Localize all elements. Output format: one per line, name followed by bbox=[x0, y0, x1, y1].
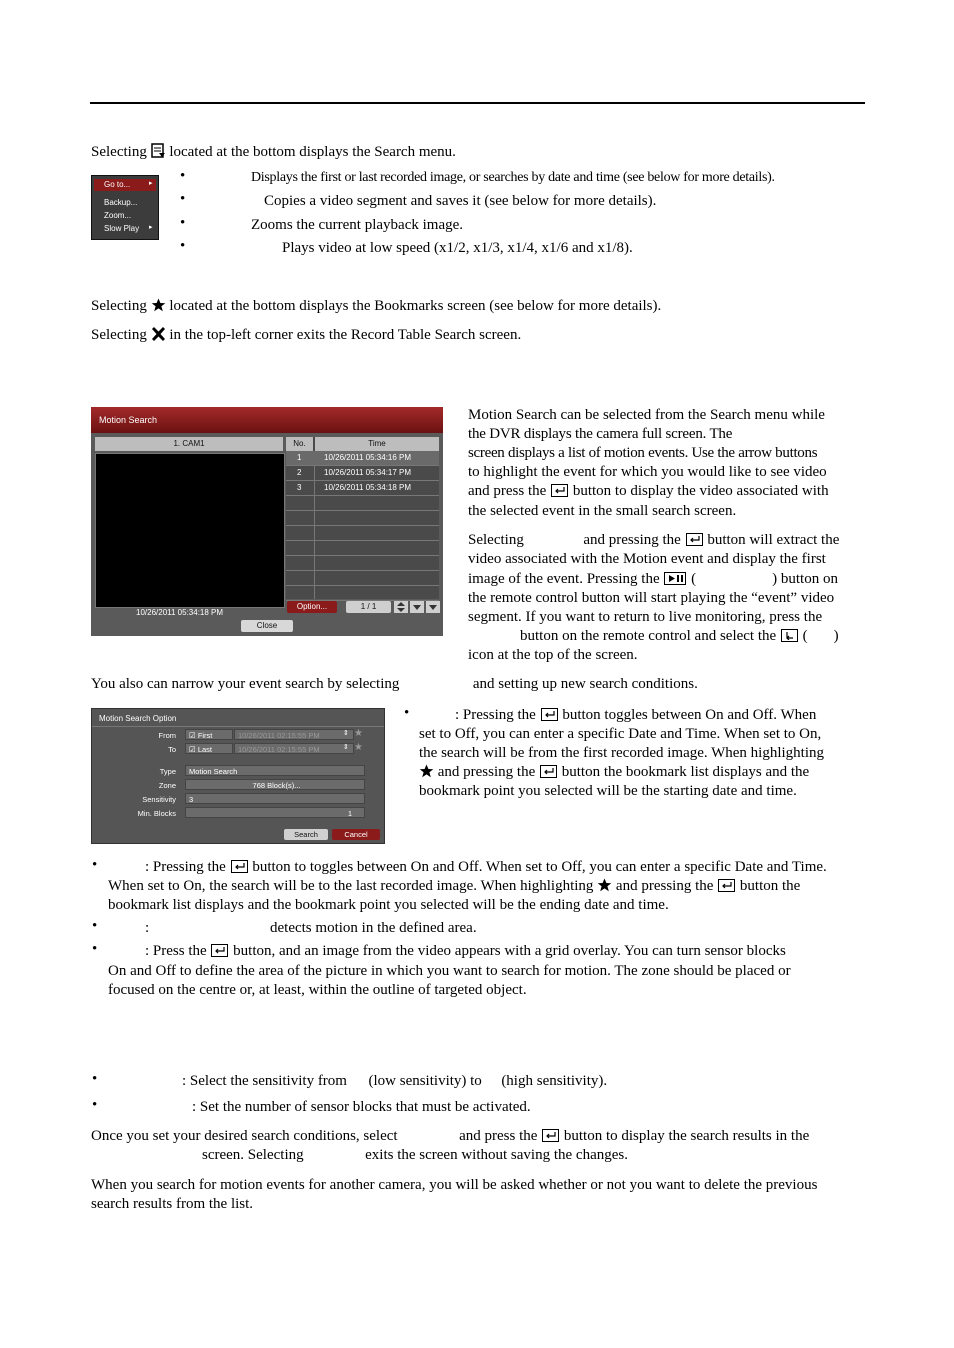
bookmarks-line bbox=[91, 297, 661, 318]
search-intro bbox=[91, 143, 456, 164]
text-frag: : Pressing the bbox=[145, 859, 226, 875]
text-frag: button on the remote control and select the bbox=[520, 628, 777, 644]
menu-item-goto[interactable]: Go to... bbox=[104, 180, 131, 189]
col-no-header: No. bbox=[286, 437, 313, 451]
enter-icon bbox=[551, 484, 568, 497]
bullet: • bbox=[404, 705, 410, 721]
text-frag: button will extract the bbox=[707, 532, 840, 548]
close-button[interactable]: Close bbox=[241, 620, 293, 632]
text-frag: button, and an image from the video appears with a grid overlay. You can turn sensor blocks bbox=[233, 943, 786, 959]
text-frag: button to toggles between On and Off. When set to Off, you can enter a specific Date and Time. bbox=[252, 859, 827, 875]
goto-desc: Displays the first or last recorded image, or searches by date and time (see below for more details). bbox=[251, 170, 775, 185]
text-frag: and pressing the bbox=[437, 764, 536, 780]
from-desc-line bbox=[455, 706, 816, 725]
type-select[interactable]: Motion Search bbox=[185, 765, 365, 776]
row-no: 2 bbox=[297, 468, 302, 477]
enter-icon bbox=[542, 1129, 559, 1142]
to-desc-line bbox=[145, 858, 827, 877]
exit-line bbox=[91, 326, 521, 347]
play-pause-icon bbox=[664, 572, 686, 585]
motion-search-option-screen bbox=[91, 708, 385, 844]
from-desc-line bbox=[419, 763, 809, 784]
type-label: Type bbox=[159, 767, 176, 776]
from-desc-line: the search will be from the first recorded image. When highlighting bbox=[419, 745, 825, 761]
bookmarks-text-b: located at the bottom displays the Bookmarks screen (see below for more details). bbox=[169, 298, 662, 314]
motion-text-line: the selected event in the small search screen. bbox=[468, 503, 737, 519]
enter-icon bbox=[718, 879, 735, 892]
bullet: • bbox=[92, 918, 98, 934]
option-title: Motion Search Option bbox=[99, 714, 177, 723]
text-frag: (high sensitivity). bbox=[501, 1073, 608, 1089]
text-frag: : Select the sensitivity from bbox=[182, 1073, 347, 1089]
row-no: 1 bbox=[297, 453, 302, 462]
col-time-header: Time bbox=[315, 437, 439, 451]
text-frag: image of the event. Pressing the bbox=[468, 571, 660, 587]
motion-text-line: Motion Search can be selected from the Search menu while bbox=[468, 407, 825, 423]
text-frag: When set to On, the search will be to the last recorded image. When highlighting bbox=[108, 878, 594, 894]
bullet: • bbox=[180, 168, 186, 184]
text-frag: and press the bbox=[468, 483, 547, 499]
last-label: Last bbox=[197, 745, 212, 754]
motion-text-line: the remote control button will start playing the “event” video bbox=[468, 590, 835, 606]
option-button[interactable]: Option... bbox=[287, 601, 337, 613]
menu-item-zoom[interactable]: Zoom... bbox=[104, 211, 132, 220]
text-frag: ( bbox=[691, 571, 697, 587]
once-line bbox=[91, 1127, 809, 1146]
bullet: • bbox=[92, 857, 98, 873]
zone-desc-line: On and Off to define the area of the picture in which you want to search for motion. The zone should be placed or bbox=[108, 963, 791, 979]
motion-search-screen bbox=[91, 407, 443, 636]
search-menu-popup bbox=[91, 175, 159, 240]
narrow-line bbox=[91, 675, 698, 694]
title-divider bbox=[92, 726, 384, 727]
motion-text-line: the DVR displays the camera full screen. The bbox=[468, 426, 733, 442]
bullet: • bbox=[92, 1097, 98, 1113]
zoom-desc: Zooms the current playback image. bbox=[251, 217, 464, 233]
text-frag: and press the bbox=[459, 1128, 538, 1144]
scroll-arrows-icon[interactable] bbox=[394, 601, 408, 613]
from-label: From bbox=[158, 731, 176, 740]
from-first-checkbox[interactable]: ☑ First bbox=[185, 729, 233, 740]
star-icon[interactable]: ★ bbox=[354, 742, 363, 753]
slow-play-desc: Plays video at low speed (x1/2, x1/3, x1/4, x1/6 and x1/8). bbox=[282, 240, 633, 256]
sensitivity-select[interactable]: 3 bbox=[185, 793, 365, 804]
zone-button[interactable]: 768 Block(s)... bbox=[185, 779, 365, 790]
event-table bbox=[286, 437, 439, 599]
min-blocks-label: Min. Blocks bbox=[137, 809, 176, 818]
motion-text-line: segment. If you want to return to live monitoring, press the bbox=[468, 609, 823, 625]
enter-icon bbox=[686, 533, 703, 546]
bullet: • bbox=[180, 215, 186, 231]
text-frag: and pressing the bbox=[615, 878, 714, 894]
min-blocks-field[interactable]: 1 bbox=[185, 807, 365, 818]
to-last-checkbox[interactable]: ☑ Last bbox=[185, 743, 233, 754]
spinner-icon: ⇕ bbox=[343, 730, 349, 737]
motion-text-line: icon at the top of the screen. bbox=[468, 647, 638, 663]
bullet: • bbox=[180, 238, 186, 254]
camera-header: 1. CAM1 bbox=[95, 437, 283, 451]
search-button[interactable]: Search bbox=[284, 829, 328, 840]
return-icon bbox=[781, 629, 798, 642]
text-frag: : Pressing the bbox=[455, 707, 536, 723]
star-icon bbox=[419, 764, 434, 784]
page-next-icon[interactable] bbox=[426, 601, 440, 613]
bookmarks-text-a: Selecting bbox=[91, 298, 147, 314]
star-icon bbox=[597, 878, 612, 898]
table-row bbox=[286, 526, 439, 541]
text-frag: button the bookmark list displays and the bbox=[561, 764, 810, 780]
backup-desc: Copies a video segment and saves it (see below for more details). bbox=[264, 193, 657, 209]
table-row bbox=[286, 541, 439, 556]
motion-search-title: Motion Search bbox=[99, 415, 158, 425]
when-line: search results from the list. bbox=[91, 1196, 254, 1212]
type-desc-b: detects motion in the defined area. bbox=[270, 920, 477, 936]
video-timestamp: 10/26/2011 05:34:18 PM bbox=[136, 608, 224, 617]
row-no: 3 bbox=[297, 483, 302, 492]
table-row[interactable] bbox=[286, 481, 439, 496]
intro-text-b: located at the bottom displays the Search menu. bbox=[169, 144, 456, 160]
type-desc-a: : bbox=[145, 920, 150, 936]
motion-search-titlebar bbox=[91, 407, 443, 433]
zone-desc-line: focused on the centre or, at least, within the outline of targeted object. bbox=[108, 982, 527, 998]
zone-label: Zone bbox=[158, 781, 176, 790]
min-desc-line: : Set the number of sensor blocks that must be activated. bbox=[192, 1099, 531, 1115]
table-row[interactable] bbox=[286, 466, 439, 481]
star-icon bbox=[151, 298, 166, 318]
zone-desc-line bbox=[145, 942, 786, 961]
row-time: 10/26/2011 05:34:17 PM bbox=[324, 468, 412, 477]
motion-text-line bbox=[468, 482, 829, 501]
text-frag: exits the screen without saving the changes. bbox=[365, 1147, 628, 1163]
menu-item-slow-play[interactable]: Slow Play bbox=[104, 224, 140, 233]
to-date-field[interactable]: 10/26/2011 02:15:55 PM bbox=[234, 743, 354, 754]
to-label: To bbox=[168, 745, 176, 754]
bullet: • bbox=[92, 941, 98, 957]
text-frag: screen. Selecting bbox=[202, 1147, 304, 1163]
enter-icon bbox=[211, 944, 228, 957]
intro-text-a: Selecting bbox=[91, 144, 147, 160]
enter-icon bbox=[540, 765, 557, 778]
motion-text-line: to highlight the event for which you would like to see video bbox=[468, 464, 827, 480]
to-desc-line: bookmark list displays and the bookmark point you selected will be the ending date and time. bbox=[108, 897, 669, 913]
page-down-icon[interactable] bbox=[410, 601, 424, 613]
text-frag: and setting up new search conditions. bbox=[472, 676, 698, 692]
exit-text-b: in the top-left corner exits the Record Table Search screen. bbox=[169, 327, 522, 343]
exit-text-a: Selecting bbox=[91, 327, 147, 343]
table-row bbox=[286, 496, 439, 511]
text-frag: ( bbox=[802, 628, 808, 644]
submenu-arrow-icon: ▸ bbox=[149, 180, 153, 187]
enter-icon bbox=[231, 860, 248, 873]
row-time: 10/26/2011 05:34:18 PM bbox=[324, 483, 412, 492]
bullet: • bbox=[180, 191, 186, 207]
text-frag: button to display the video associated with bbox=[572, 483, 829, 499]
page-indicator: 1 / 1 bbox=[346, 601, 391, 613]
cancel-button[interactable]: Cancel bbox=[332, 829, 380, 840]
bullet: • bbox=[92, 1071, 98, 1087]
star-icon[interactable]: ★ bbox=[354, 728, 363, 739]
table-row[interactable] bbox=[286, 451, 439, 466]
text-frag: Selecting bbox=[468, 532, 524, 548]
search-menu-icon bbox=[151, 143, 166, 164]
row-time: 10/26/2011 05:34:16 PM bbox=[324, 453, 412, 462]
text-frag: and pressing the bbox=[583, 532, 681, 548]
menu-item-backup[interactable]: Backup... bbox=[104, 198, 138, 207]
motion-text-line bbox=[468, 570, 838, 589]
text-frag: : Press the bbox=[145, 943, 207, 959]
table-row bbox=[286, 511, 439, 526]
submenu-arrow-icon: ▸ bbox=[149, 224, 153, 231]
when-line: When you search for motion events for another camera, you will be asked whether or not you want to delete the previous bbox=[91, 1177, 818, 1193]
motion-text-line bbox=[520, 627, 839, 646]
from-desc-line: bookmark point you selected will be the starting date and time. bbox=[419, 783, 797, 799]
to-desc-line bbox=[108, 877, 800, 898]
from-date-field[interactable]: 10/26/2011 02:15:55 PM bbox=[234, 729, 354, 740]
motion-text-line: video associated with the Motion event and display the first bbox=[468, 551, 826, 567]
once-line bbox=[202, 1146, 628, 1165]
from-desc-line: set to Off, you can enter a specific Date and Time. When set to On, bbox=[419, 726, 822, 742]
motion-text-line: screen displays a list of motion events. Use the arrow buttons bbox=[468, 445, 818, 461]
sens-desc-line bbox=[182, 1072, 607, 1091]
spinner-icon: ⇕ bbox=[343, 744, 349, 751]
text-frag: ) bbox=[833, 628, 839, 644]
text-frag: You also can narrow your event search by selecting bbox=[91, 676, 400, 692]
text-frag: ) button on bbox=[772, 571, 838, 587]
close-x-icon bbox=[151, 327, 166, 347]
text-frag: button toggles between On and Off. When bbox=[562, 707, 817, 723]
motion-text-line bbox=[468, 531, 839, 550]
sensitivity-label: Sensitivity bbox=[142, 795, 176, 804]
text-frag: (low sensitivity) to bbox=[368, 1073, 482, 1089]
table-row bbox=[286, 571, 439, 586]
enter-icon bbox=[541, 708, 558, 721]
table-row bbox=[286, 556, 439, 571]
table-row bbox=[286, 586, 439, 601]
text-frag: button the bbox=[739, 878, 801, 894]
first-label: First bbox=[197, 731, 213, 740]
video-pane bbox=[95, 453, 285, 608]
header-rule bbox=[90, 102, 865, 104]
text-frag: Once you set your desired search conditions, select bbox=[91, 1128, 398, 1144]
text-frag: button to display the search results in the bbox=[563, 1128, 810, 1144]
